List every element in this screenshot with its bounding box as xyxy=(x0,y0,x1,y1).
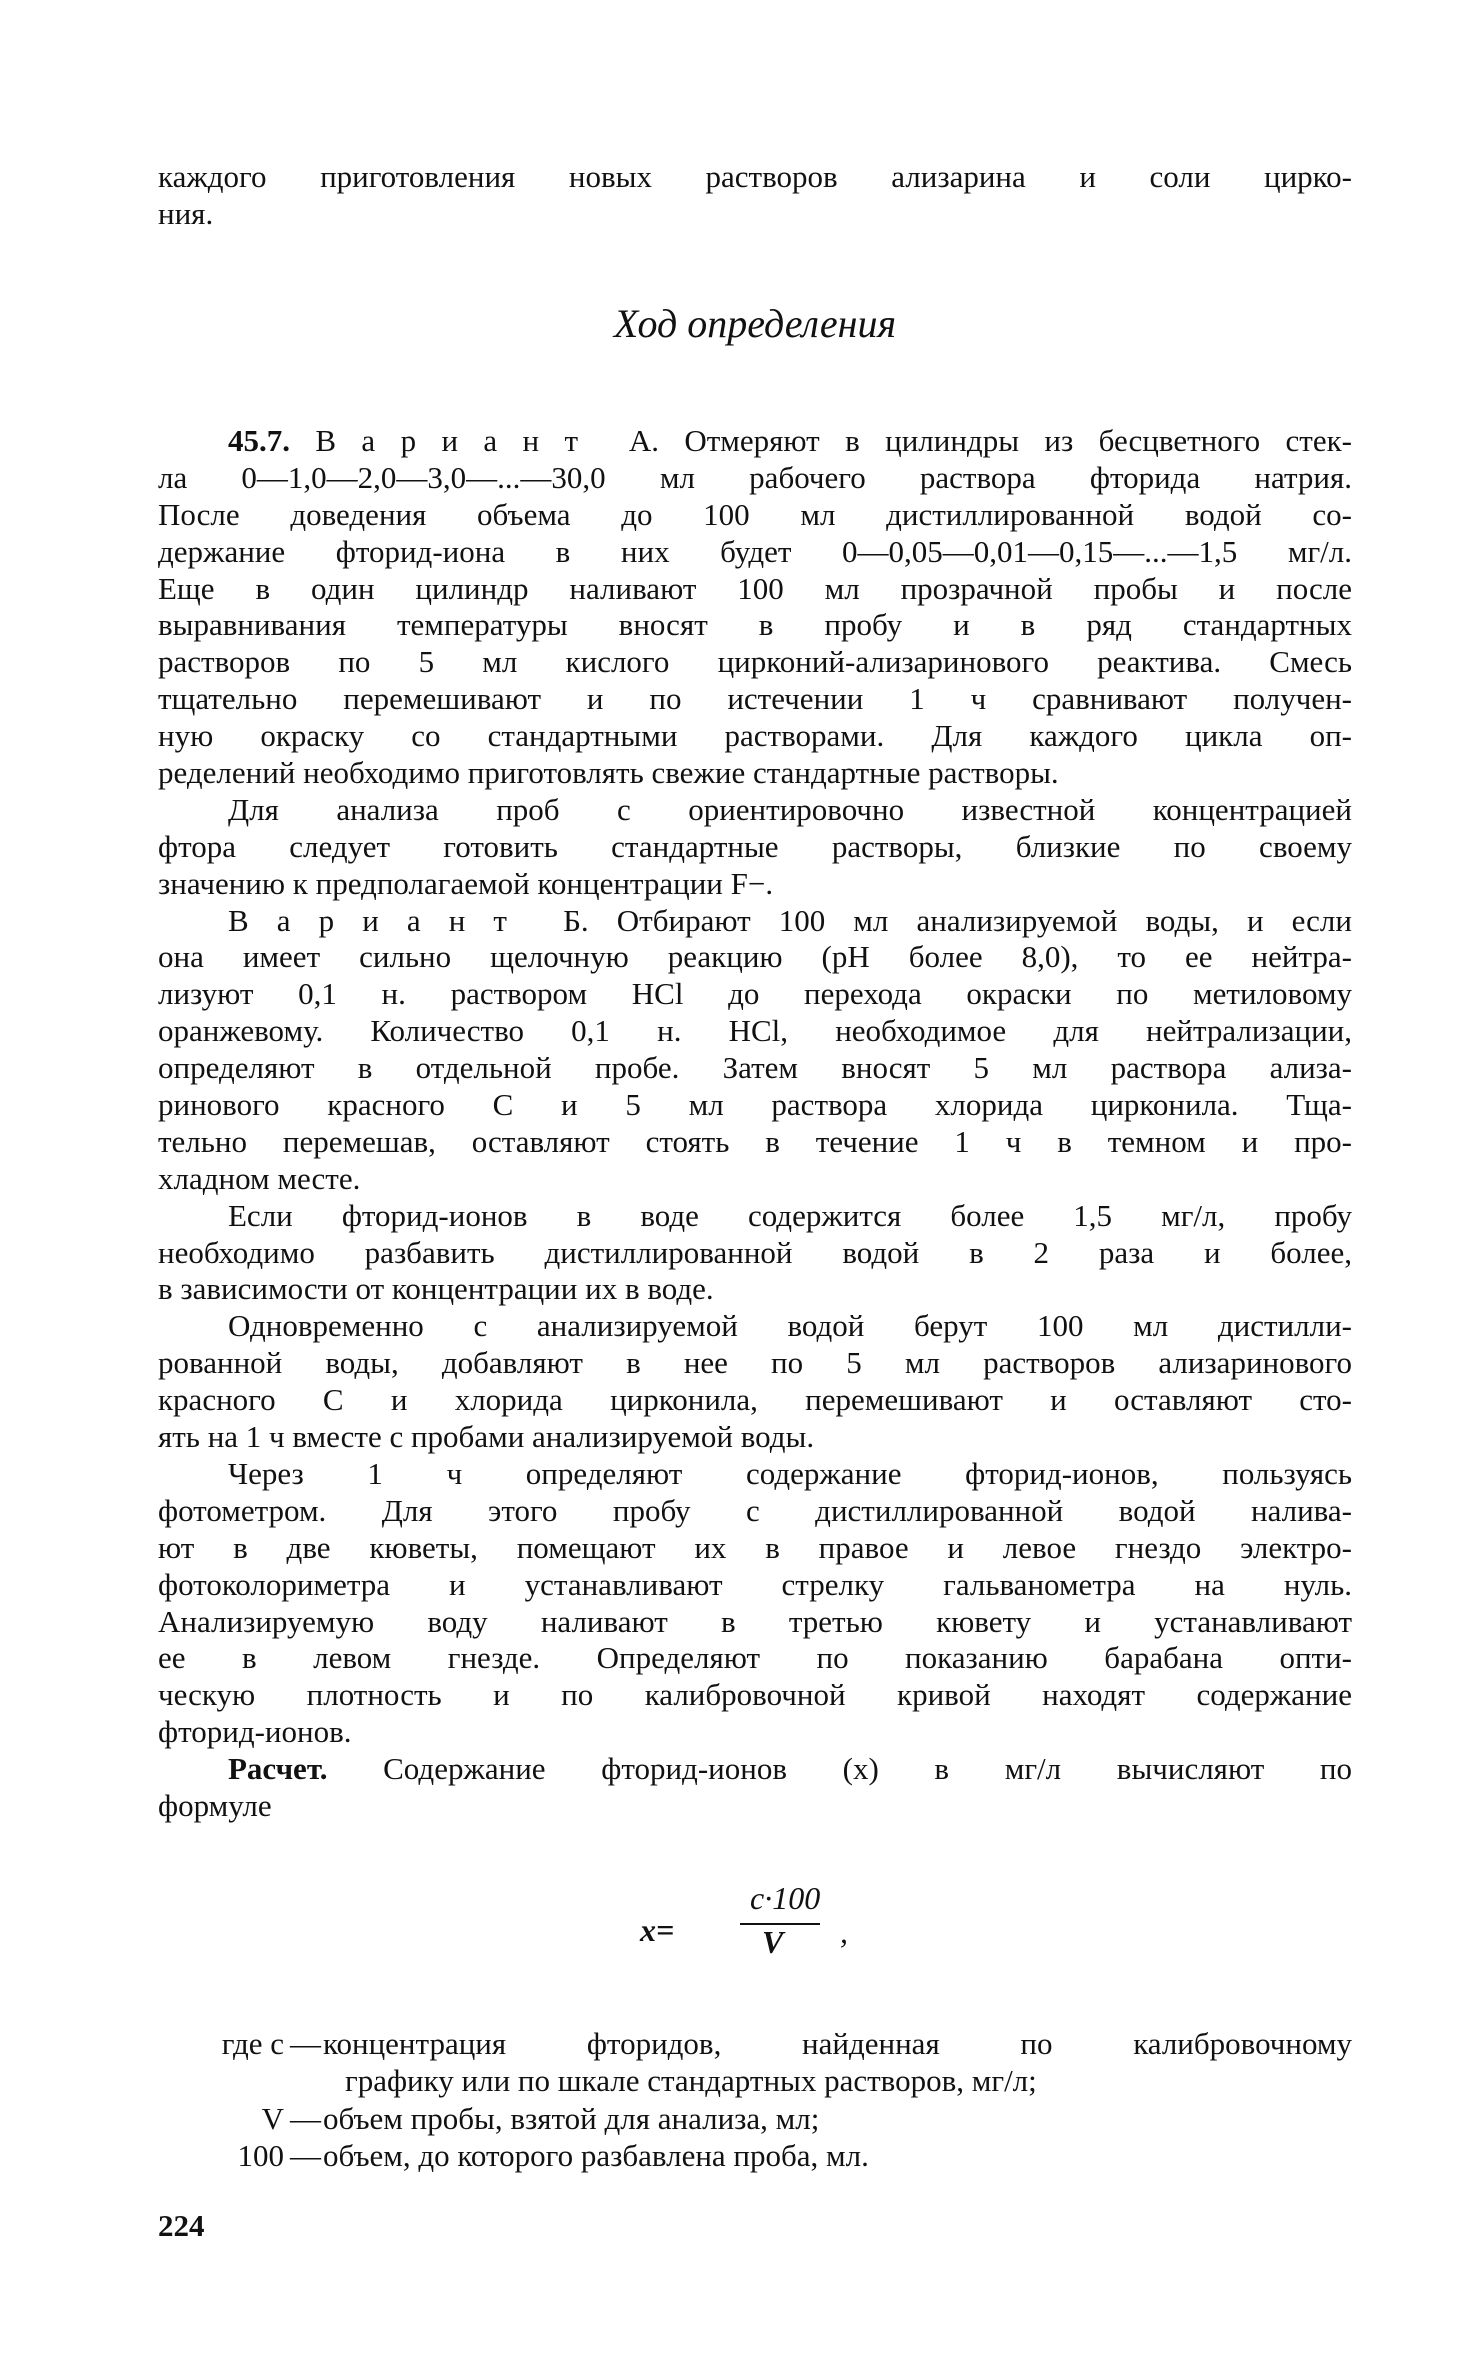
text-line xyxy=(158,1604,1352,1641)
text-line xyxy=(158,571,1352,608)
line-text: растворов по 5 мл кислого цирконий-ализаринового реактива. Смесь xyxy=(158,644,1352,680)
legend-row xyxy=(158,2063,1352,2100)
text-line xyxy=(158,939,1352,976)
line-text: значению к предполагаемой концентрации F−. xyxy=(158,865,774,901)
text-line xyxy=(158,976,1352,1013)
text-line: каждого приготовления новых растворов ализарина и соли цирко- xyxy=(158,159,1352,194)
line-text: выравнивания температуры вносят в пробу и в ряд стандартных xyxy=(158,607,1352,643)
line-text: фотоколориметра и устанавливают стрелку гальванометра на нуль. xyxy=(158,1566,1352,1602)
line-text: Содержание фторид-ионов (x) в мг/л вычисляют по xyxy=(327,1751,1352,1787)
paragraph xyxy=(158,1198,1352,1309)
line-text: необходимо разбавить дистиллированной водой в 2 раза и более, xyxy=(158,1234,1352,1270)
formula-numerator: c·100 xyxy=(750,1880,821,1916)
line-text: фотометром. Для этого пробу с дистиллированной водой налива- xyxy=(158,1492,1352,1528)
text-line xyxy=(158,1493,1352,1530)
text-line xyxy=(158,1308,1352,1345)
legend-text: объем, до которого разбавлена проба, мл. xyxy=(323,2137,869,2173)
text-line xyxy=(158,1419,1352,1456)
legend-dash: — xyxy=(290,2026,321,2061)
line-text: ную окраску со стандартными растворами. Для каждого цикла оп- xyxy=(158,718,1352,754)
text-line xyxy=(158,1456,1352,1493)
text-line xyxy=(158,1013,1352,1050)
text-line xyxy=(158,607,1352,644)
legend-text: объем пробы, взятой для анализа, мл; xyxy=(323,2100,820,2136)
line-text: рованной воды, добавляют в нее по 5 мл растворов ализаринового xyxy=(158,1345,1352,1381)
formula xyxy=(640,1880,900,1970)
line-text: определяют в отдельной пробе. Затем вносят 5 мл раствора ализа- xyxy=(158,1050,1352,1086)
section-heading: Ход определения xyxy=(613,301,897,346)
legend-row xyxy=(158,2138,1352,2175)
legend-symbol: 100 xyxy=(237,2137,284,2173)
text-line xyxy=(158,1530,1352,1567)
legend-row xyxy=(158,2026,1352,2063)
line-text: фторид-ионов. xyxy=(158,1714,352,1750)
text-line xyxy=(158,792,1352,829)
body-text xyxy=(158,423,1352,1825)
line-text: Для анализа проб с ориентировочно известной концентрацией xyxy=(228,791,1352,827)
line-text: Еще в один цилиндр наливают 100 мл прозрачной пробы и после xyxy=(158,570,1352,606)
line-text: В а р и а н т Б. Отбирают 100 мл анализируемой воды, и если xyxy=(228,902,1352,938)
line-text: держание фторид-иона в них будет 0—0,05—0,01—0,15—...—1,5 мг/л. xyxy=(158,533,1352,569)
text-line xyxy=(158,1345,1352,1382)
legend-dash: — xyxy=(290,2137,321,2173)
formula-denominator: V xyxy=(762,1924,784,1960)
text-line xyxy=(158,866,1352,903)
text-line xyxy=(158,755,1352,792)
legend-symbol: где c xyxy=(221,2026,284,2061)
text-line xyxy=(158,497,1352,534)
text-line xyxy=(158,1050,1352,1087)
paragraph xyxy=(158,1308,1352,1456)
line-text: ческую плотность и по калибровочной кривой находят содержание xyxy=(158,1677,1352,1713)
text-line xyxy=(158,423,1352,460)
line-text: тельно перемешав, оставляют стоять в течение 1 ч в темном и про- xyxy=(158,1123,1352,1159)
text-line xyxy=(158,1640,1352,1677)
line-text: ют в две кюветы, помещают их в правое и левое гнездо электро- xyxy=(158,1529,1352,1565)
paragraph xyxy=(158,1751,1352,1825)
line-text: ла 0—1,0—2,0—3,0—...—30,0 мл рабочего раствора фторида натрия. xyxy=(158,459,1352,495)
text-line xyxy=(158,1677,1352,1714)
text-line xyxy=(158,1271,1352,1308)
text-line xyxy=(158,718,1352,755)
line-text: Если фторид-ионов в воде содержится более 1,5 мг/л, пробу xyxy=(228,1197,1352,1233)
line-text: Одновременно с анализируемой водой берут 100 мл дистилли- xyxy=(228,1308,1352,1344)
line-text: ять на 1 ч вместе с пробами анализируемой воды. xyxy=(158,1419,815,1455)
text-line xyxy=(158,1235,1352,1272)
line-text: Через 1 ч определяют содержание фторид-ионов, пользуясь xyxy=(228,1455,1352,1491)
text-line xyxy=(158,681,1352,718)
line-text: ределений необходимо приготовлять свежие стандартные растворы. xyxy=(158,755,1059,791)
line-text: лизуют 0,1 н. раствором HCl до перехода окраски по метиловому xyxy=(158,976,1352,1012)
legend-symbol: V xyxy=(261,2100,284,2136)
text-line xyxy=(158,1567,1352,1604)
line-text: В а р и а н т А. Отмеряют в цилиндры из бесцветного стек- xyxy=(290,423,1352,458)
line-text: Анализируемую воду наливают в третью кювету и устанавливают xyxy=(158,1603,1352,1639)
text-line xyxy=(158,460,1352,497)
paragraph xyxy=(158,1456,1352,1751)
text-line: ния. xyxy=(158,195,214,231)
text-line xyxy=(158,1751,1352,1788)
text-line xyxy=(158,1382,1352,1419)
text-line xyxy=(158,1161,1352,1198)
text-line xyxy=(158,534,1352,571)
paragraph-lead: 45.7. xyxy=(228,423,290,458)
line-text: оранжевому. Количество 0,1 н. HCl, необходимое для нейтрализации, xyxy=(158,1013,1352,1049)
formula-comma: , xyxy=(840,1914,848,1950)
text-line xyxy=(158,1087,1352,1124)
text-line xyxy=(158,1788,1352,1825)
line-text: красного С и хлорида цирконила, перемешивают и оставляют сто- xyxy=(158,1382,1352,1418)
line-text: хладном месте. xyxy=(158,1160,361,1196)
line-text: формуле xyxy=(158,1787,272,1823)
text-line xyxy=(158,644,1352,681)
text-line xyxy=(158,1198,1352,1235)
legend-dash: — xyxy=(290,2100,321,2136)
paragraph xyxy=(158,903,1352,1198)
text-line xyxy=(158,829,1352,866)
legend-row xyxy=(158,2101,1352,2138)
formula-lhs: x= xyxy=(640,1912,675,1948)
line-text: ее в левом гнезде. Определяют по показанию барабана опти- xyxy=(158,1640,1352,1676)
line-text: она имеет сильно щелочную реакцию (pH более 8,0), то ее нейтра- xyxy=(158,939,1352,975)
paragraph-lead: Расчет. xyxy=(228,1751,328,1787)
legend-text: концентрация фторидов, найденная по калибровочному xyxy=(323,2026,1352,2061)
line-text: После доведения объема до 100 мл дистиллированной водой со- xyxy=(158,496,1352,532)
text-line xyxy=(158,903,1352,940)
legend-text: графику или по шкале стандартных растворов, мг/л; xyxy=(345,2063,1037,2099)
line-text: ринового красного С и 5 мл раствора хлорида цирконила. Тща- xyxy=(158,1087,1352,1123)
paragraph xyxy=(158,423,1352,792)
paragraph xyxy=(158,792,1352,903)
continued-text xyxy=(158,159,1352,233)
text-line xyxy=(158,1714,1352,1751)
line-text: тщательно перемешивают и по истечении 1 ч сравнивают получен- xyxy=(158,681,1352,717)
page-number: 224 xyxy=(158,2208,205,2243)
line-text: в зависимости от концентрации их в воде. xyxy=(158,1271,714,1307)
text-line xyxy=(158,1124,1352,1161)
line-text: фтора следует готовить стандартные растворы, близкие по своему xyxy=(158,828,1352,864)
